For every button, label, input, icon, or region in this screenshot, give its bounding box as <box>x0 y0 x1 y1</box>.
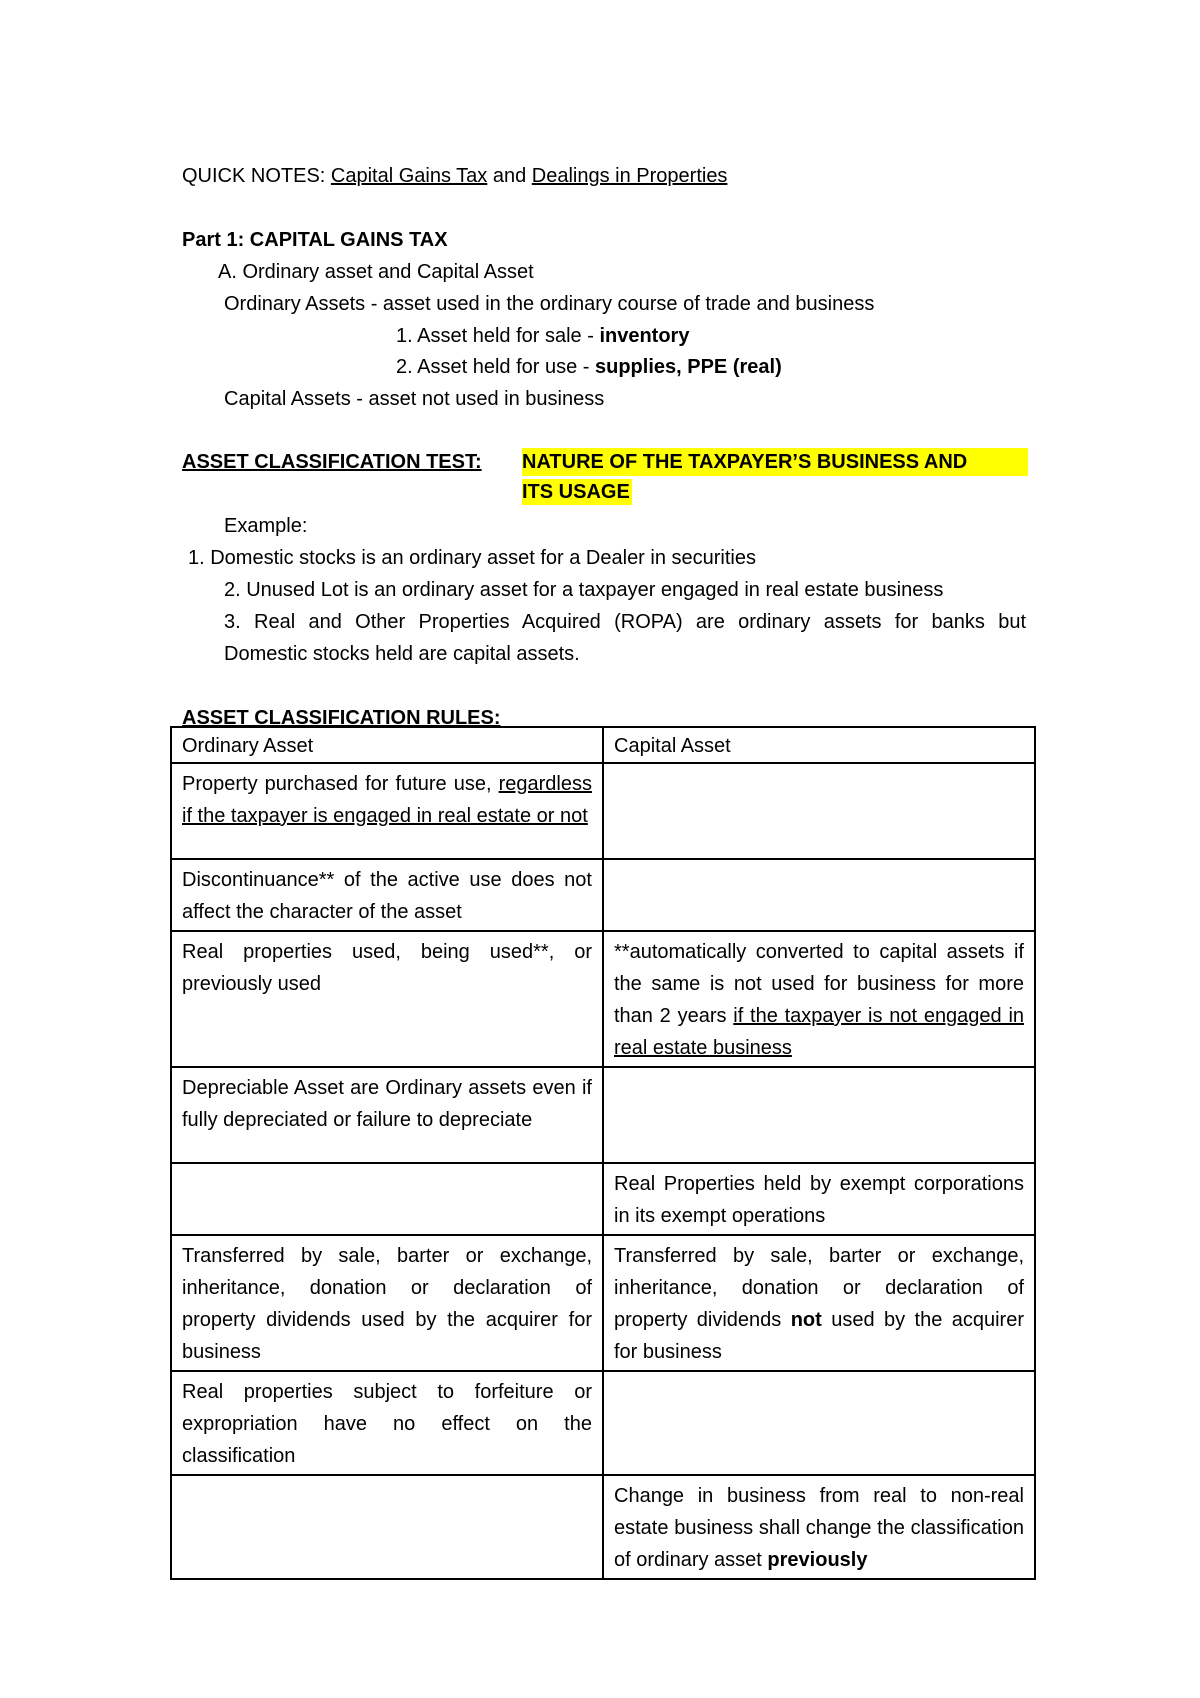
cell-text: Transferred by sale, barter or exchange, inheritance, donation or declaration of property dividends <box>614 1245 1024 1331</box>
example-1: 1. Domestic stocks is an ordinary asset for a Dealer in securities <box>188 547 756 569</box>
cell-capital-empty <box>603 1067 1035 1163</box>
cell-ordinary-future-use <box>171 763 603 859</box>
table-row <box>171 931 1035 1067</box>
title-topic-dealings: Dealings in Properties <box>531 165 728 187</box>
table-row <box>171 1235 1035 1371</box>
cell-ordinary-transferred: Transferred by sale, barter or exchange, inheritance, donation or declaration of property dividends used by the acquirer for business <box>171 1235 603 1371</box>
capital-assets-definition: Capital Assets - asset not used in business <box>224 388 605 410</box>
cell-text: **automatically converted to capital assets if the same is not used for business for more than 2 years <box>614 941 1024 1027</box>
classification-test-answer-line2: ITS USAGE <box>522 481 630 503</box>
ordinary-item-2 <box>396 355 782 379</box>
table-row <box>171 1163 1035 1235</box>
cell-ordinary-discontinuance: Discontinuance** of the active use does not affect the character of the asset <box>171 859 603 931</box>
ordinary-item-2-text: 2. Asset held for use - <box>396 356 595 378</box>
example-3-line2: Domestic stocks held are capital assets. <box>224 643 580 665</box>
ordinary-item-2-bold: supplies, PPE (real) <box>595 356 782 378</box>
classification-test-label: ASSET CLASSIFICATION TEST: <box>182 451 482 473</box>
cell-text: Property purchased for future use, <box>182 773 499 795</box>
part1-heading: Part 1: CAPITAL GAINS TAX <box>182 229 448 251</box>
cell-capital-empty <box>603 1371 1035 1475</box>
cell-capital-empty <box>603 763 1035 859</box>
cell-text-underlined: regardless if the taxpayer is engaged in real estate or not <box>182 773 592 827</box>
example-label: Example: <box>224 515 308 537</box>
section-a-heading: A. Ordinary asset and Capital Asset <box>218 261 534 283</box>
ordinary-assets-definition: Ordinary Assets - asset used in the ordinary course of trade and business <box>224 293 875 315</box>
cell-capital-transferred <box>603 1235 1035 1371</box>
cell-ordinary-forfeiture: Real properties subject to forfeiture or expropriation have no effect on the classification <box>171 1371 603 1475</box>
table-header-row <box>171 727 1035 763</box>
cell-text: Change in business from real to non-real estate business shall change the classification of ordinary asset <box>614 1485 1024 1571</box>
example-2: 2. Unused Lot is an ordinary asset for a taxpayer engaged in real estate business <box>224 579 944 601</box>
table-row <box>171 1475 1035 1579</box>
classification-rules-label: ASSET CLASSIFICATION RULES: <box>182 707 501 729</box>
table-row <box>171 763 1035 859</box>
ordinary-item-1-bold: inventory <box>599 325 690 347</box>
column-header-ordinary-asset: Ordinary Asset <box>171 727 603 763</box>
table-row <box>171 1371 1035 1475</box>
table-row <box>171 859 1035 931</box>
column-header-capital-asset: Capital Asset <box>603 727 1035 763</box>
classification-test-answer-line1: NATURE OF THE TAXPAYER’S BUSINESS AND <box>522 448 1028 476</box>
cell-text-bold: previously <box>767 1549 868 1571</box>
cell-capital-exempt-corporations: Real Properties held by exempt corporations in its exempt operations <box>603 1163 1035 1235</box>
title-connector: and <box>487 165 532 187</box>
table-row <box>171 1067 1035 1163</box>
title-topic-capital-gains: Capital Gains Tax <box>330 165 488 187</box>
title-prefix: QUICK NOTES: <box>182 165 331 187</box>
cell-text-underlined: if the taxpayer is not engaged in real estate business <box>614 1005 1025 1059</box>
cell-capital-change-in-business <box>603 1475 1035 1579</box>
cell-text: used by the acquirer for business <box>614 1309 1025 1363</box>
cell-ordinary-depreciable: Depreciable Asset are Ordinary assets even if fully depreciated or failure to depreciate <box>171 1067 603 1163</box>
cell-ordinary-empty <box>171 1475 603 1579</box>
cell-capital-empty <box>603 859 1035 931</box>
cell-ordinary-real-properties-used: Real properties used, being used**, or previously used <box>171 931 603 1067</box>
example-3-line1: 3. Real and Other Properties Acquired (ROPA) are ordinary assets for banks but <box>224 611 1026 633</box>
ordinary-item-1-text: 1. Asset held for sale - <box>396 325 600 347</box>
classification-test-answer <box>522 448 1028 504</box>
ordinary-item-1 <box>396 324 689 348</box>
cell-capital-auto-converted <box>603 931 1035 1067</box>
cell-text-bold: not <box>790 1309 822 1331</box>
cell-ordinary-empty <box>171 1163 603 1235</box>
classification-rules-table <box>170 726 1036 1580</box>
document-title <box>182 164 727 188</box>
